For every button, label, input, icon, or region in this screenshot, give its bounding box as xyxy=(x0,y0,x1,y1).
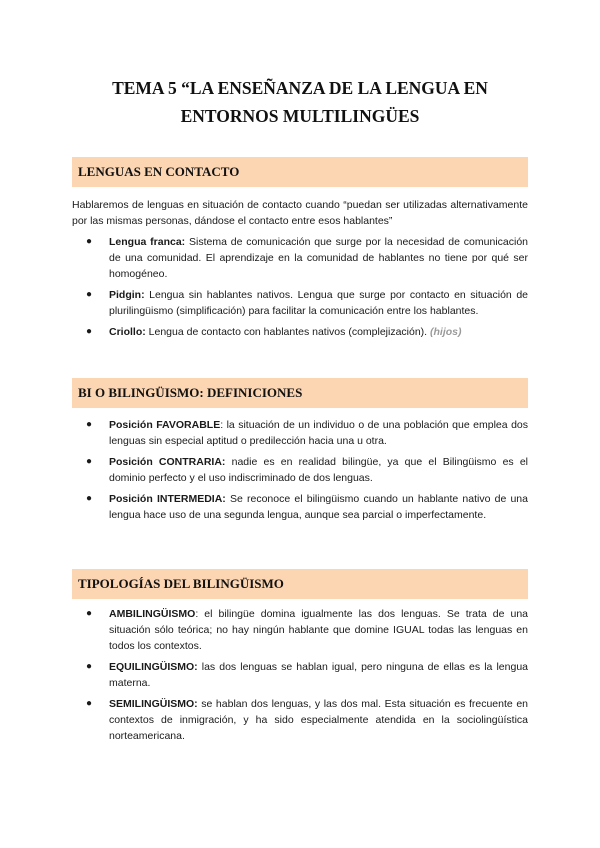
document-title xyxy=(60,74,540,130)
list-item xyxy=(72,287,528,319)
list-tipologias xyxy=(72,606,528,749)
item-text: Se reconoce el bilingüismo cuando un hablante nativo de una lengua hace uso de una segunda lengua, aunque sea parcial o imperfectamente. xyxy=(109,493,528,521)
item-text: : la situación de un individuo o de una población que emplea dos lenguas sin especial aptitud o predilección hacia una u otra. xyxy=(109,419,528,447)
list-definiciones xyxy=(72,417,528,528)
item-text: Lengua sin hablantes nativos. Lengua que surge por contacto en situación de plurilingüismo (simplificación) para facilitar la comunicación entre los hablantes. xyxy=(109,289,528,317)
list-item xyxy=(72,454,528,486)
bullet-icon: ● xyxy=(86,326,93,337)
list-item xyxy=(72,659,528,691)
item-text: Sistema de comunicación que surge por la necesidad de comunicación de una comunidad. El aprendizaje en la comunidad de hablantes no tiene por qué ser homogéneo. xyxy=(109,236,528,280)
item-term: Lengua franca: xyxy=(109,236,186,248)
item-term: Posición FAVORABLE xyxy=(109,419,221,431)
bullet-icon: ● xyxy=(86,236,93,247)
bullet-icon: ● xyxy=(86,661,93,672)
item-term: Criollo: xyxy=(109,326,146,338)
list-item xyxy=(72,417,528,449)
item-text: Lengua de contacto con hablantes nativos (complejización). xyxy=(145,326,431,338)
list-item xyxy=(72,234,528,282)
list-item xyxy=(72,324,528,340)
list-lenguas-en-contacto xyxy=(72,234,528,345)
item-term: EQUILINGÜISMO: xyxy=(109,661,198,673)
intro-paragraph: Hablaremos de lenguas en situación de contacto cuando “puedan ser utilizadas alternativamente por las mismas personas, dándose el contacto entre esos hablantes” xyxy=(72,199,528,227)
list-item xyxy=(72,696,528,744)
bullet-icon: ● xyxy=(86,456,93,467)
bullet-icon: ● xyxy=(86,419,93,430)
item-term: AMBILINGÜISMO xyxy=(109,608,196,620)
item-text: se hablan dos lenguas, y las dos mal. Esta situación es frecuente en contextos de inmigración, y ha sido especialmente atendida en la sociolingüística norteamericana. xyxy=(109,698,528,742)
title-line-2: ENTORNOS MULTILINGÜES xyxy=(180,106,420,126)
bullet-icon: ● xyxy=(86,608,93,619)
section-heading-bilinguismo-definiciones: BI O BILINGÜISMO: DEFINICIONES xyxy=(72,378,528,408)
item-term: Posición CONTRARIA: xyxy=(109,456,226,468)
list-item xyxy=(72,606,528,654)
item-term: Posición INTERMEDIA: xyxy=(109,493,226,505)
item-term: Pidgin: xyxy=(109,289,145,301)
bullet-icon: ● xyxy=(86,493,93,504)
item-note: (hijos) xyxy=(430,326,462,338)
item-text: nadie es en realidad bilingüe, ya que el Bilingüismo es el dominio perfecto y el uso indiscriminado de dos lenguas. xyxy=(109,456,529,484)
title-line-1: TEMA 5 “LA ENSEÑANZA DE LA LENGUA EN xyxy=(112,78,488,98)
item-text: : el bilingüe domina igualmente las dos lenguas. Se trata de una situación sólo teórica; no hay ningún hablante que domine IGUAL todas las lenguas en todos los contextos. xyxy=(109,608,528,652)
item-term: SEMILINGÜISMO: xyxy=(109,698,198,710)
section-heading-lenguas-en-contacto: LENGUAS EN CONTACTO xyxy=(72,157,528,187)
bullet-icon: ● xyxy=(86,289,93,300)
section-heading-tipologias: TIPOLOGÍAS DEL BILINGÜISMO xyxy=(72,569,528,599)
list-item xyxy=(72,491,528,523)
bullet-icon: ● xyxy=(86,698,93,709)
item-text: las dos lenguas se hablan igual, pero ninguna de ellas es la lengua materna. xyxy=(109,661,528,689)
